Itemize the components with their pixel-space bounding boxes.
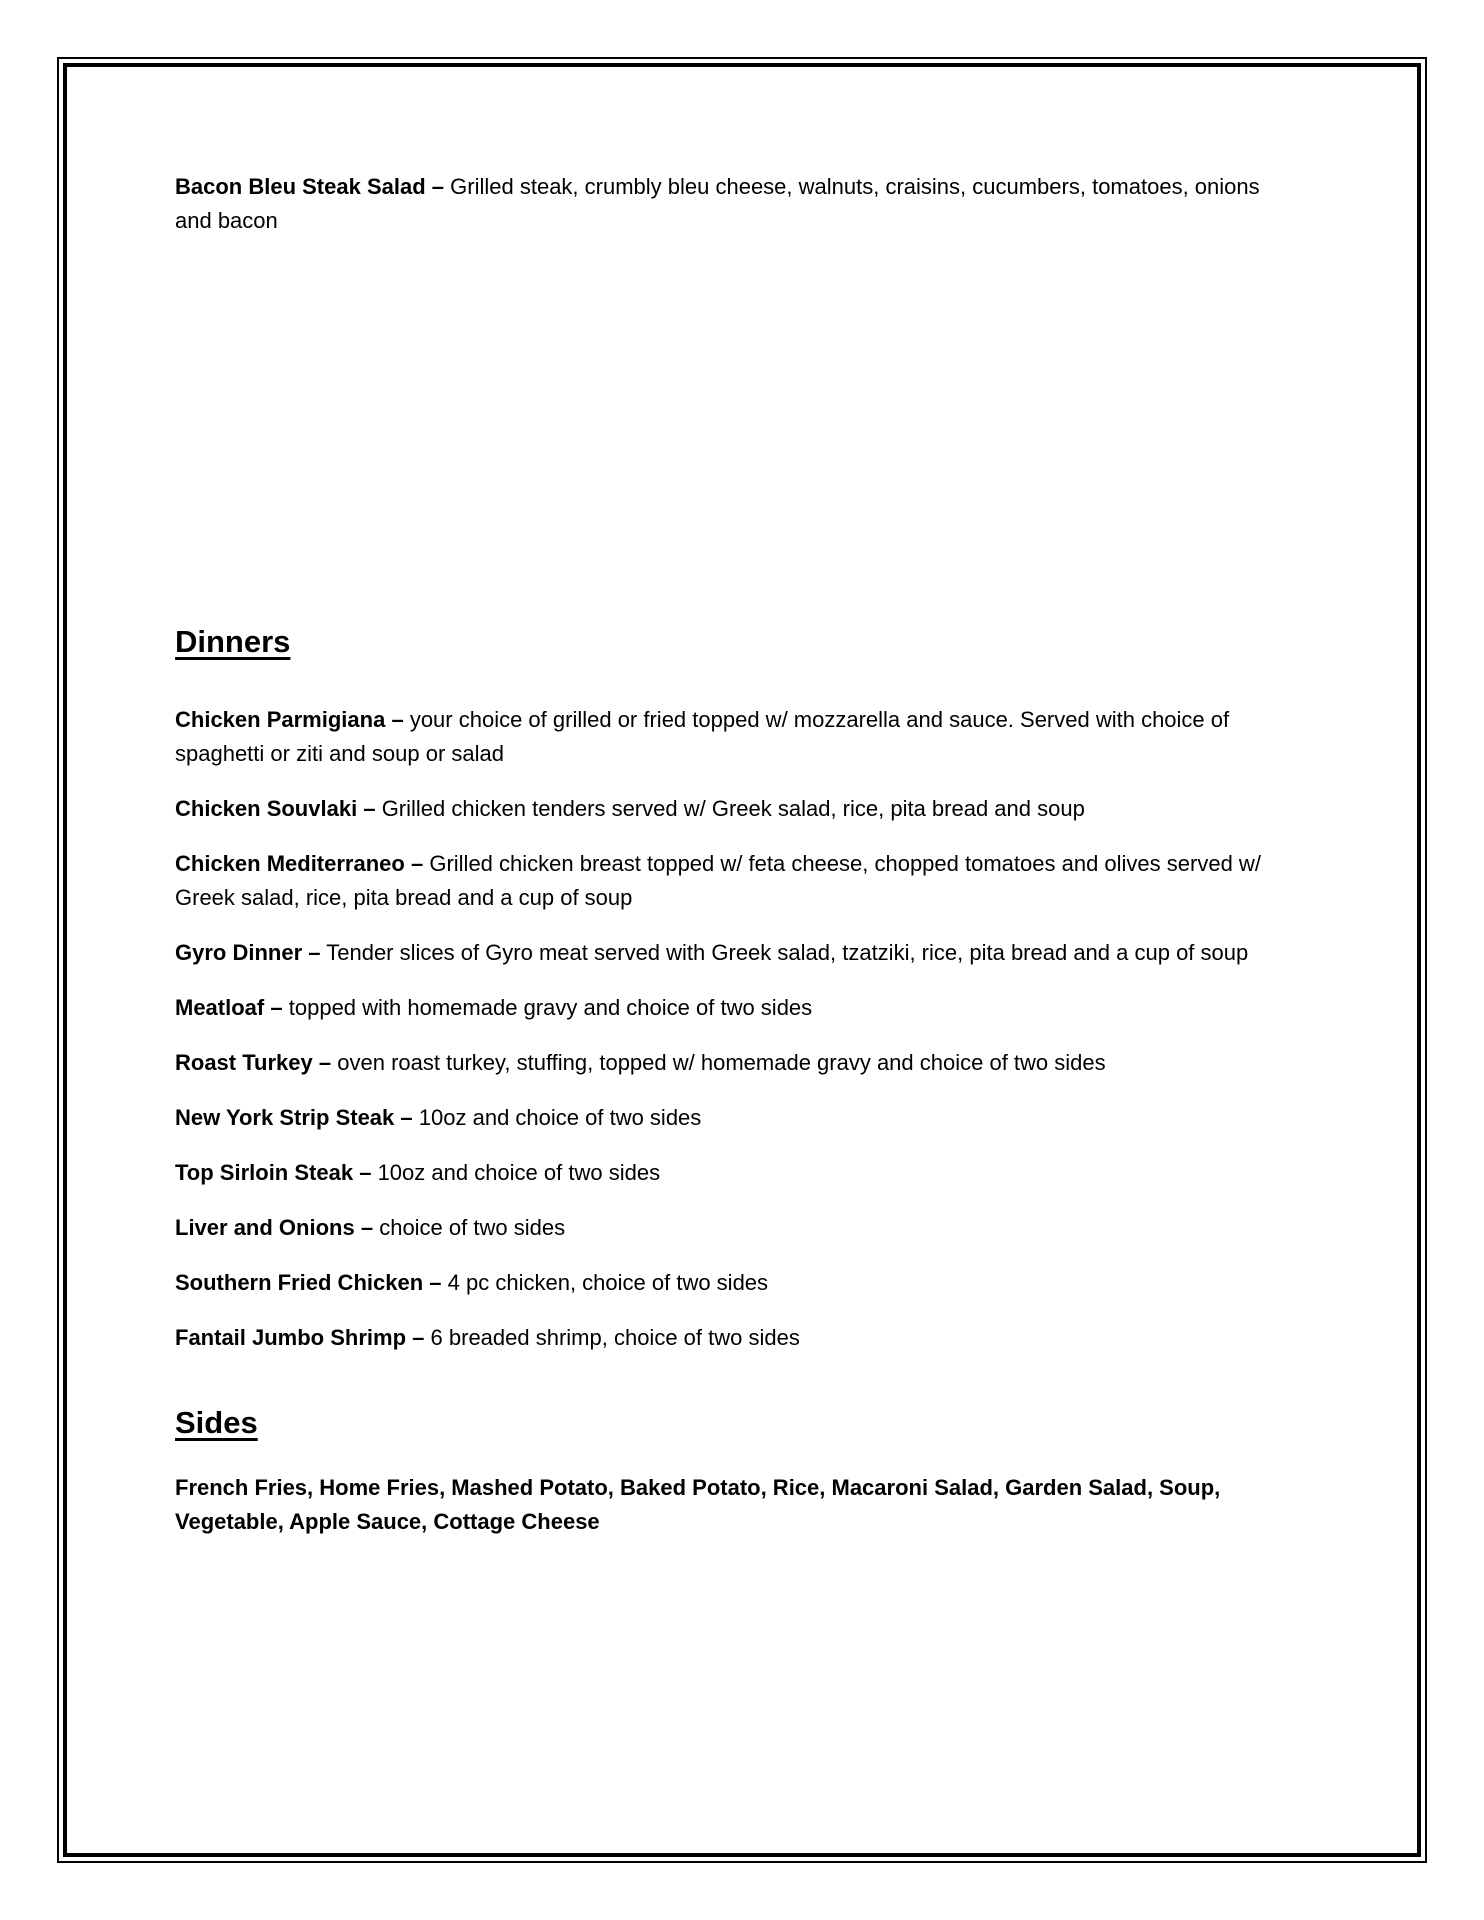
menu-item-desc: choice of two sides: [379, 1215, 566, 1240]
menu-item-liver-and-onions: [175, 1211, 1275, 1245]
menu-item-chicken-parmigiana: [175, 703, 1275, 771]
menu-item-fantail-jumbo-shrimp: [175, 1321, 1275, 1355]
dash-separator: –: [412, 1325, 425, 1350]
menu-item-name: Chicken Parmigiana: [175, 707, 386, 732]
menu-item-desc: oven roast turkey, stuffing, topped w/ homemade gravy and choice of two sides: [337, 1050, 1106, 1075]
menu-item-bacon-bleu-steak-salad: [175, 170, 1275, 238]
menu-item-desc: Grilled chicken tenders served w/ Greek salad, rice, pita bread and soup: [381, 796, 1085, 821]
blank-space: [175, 259, 1275, 619]
menu-item-name: Gyro Dinner: [175, 940, 303, 965]
menu-item-meatloaf: [175, 991, 1275, 1025]
dash-separator: –: [429, 1270, 442, 1295]
menu-item-chicken-souvlaki: [175, 792, 1275, 826]
dash-separator: –: [391, 707, 404, 732]
menu-item-desc: 4 pc chicken, choice of two sides: [447, 1270, 769, 1295]
menu-item-desc: Grilled chicken breast topped w/ feta cheese, chopped tomatoes and olives served w/ Greek salad, rice, pita bread and a cup of soup: [175, 851, 1261, 910]
menu-item-roast-turkey: [175, 1046, 1275, 1080]
sides-heading: Sides: [175, 1405, 258, 1440]
dash-separator: –: [359, 1160, 372, 1185]
menu-item-desc: your choice of grilled or fried topped w/ mozzarella and sauce. Served with choice of spaghetti or ziti and soup or salad: [175, 707, 1230, 766]
menu-item-southern-fried-chicken: [175, 1266, 1275, 1300]
menu-item-desc: Tender slices of Gyro meat served with Greek salad, tzatziki, rice, pita bread and a cup of soup: [326, 940, 1249, 965]
dash-separator: –: [400, 1105, 413, 1130]
dash-separator: –: [270, 995, 283, 1020]
menu-item-name: Meatloaf: [175, 995, 265, 1020]
menu-item-desc: 10oz and choice of two sides: [377, 1160, 661, 1185]
menu-item-desc: Grilled steak, crumbly bleu cheese, walnuts, craisins, cucumbers, tomatoes, onions and bacon: [175, 174, 1260, 233]
menu-item-name: Roast Turkey: [175, 1050, 313, 1075]
menu-item-desc: topped with homemade gravy and choice of two sides: [288, 995, 813, 1020]
menu-item-name: Liver and Onions: [175, 1215, 355, 1240]
menu-item-name: Southern Fried Chicken: [175, 1270, 424, 1295]
menu-item-top-sirloin-steak: [175, 1156, 1275, 1190]
sides-list: French Fries, Home Fries, Mashed Potato, Baked Potato, Rice, Macaroni Salad, Garden Salad, Soup, Vegetable, Apple Sauce, Cottage Cheese: [175, 1475, 1221, 1534]
menu-item-name: Top Sirloin Steak: [175, 1160, 354, 1185]
dash-separator: –: [318, 1050, 332, 1075]
dash-separator: –: [431, 174, 445, 199]
menu-item-desc: 10oz and choice of two sides: [418, 1105, 702, 1130]
dash-separator: –: [360, 1215, 374, 1240]
dash-separator: –: [308, 940, 321, 965]
menu-item-new-york-strip-steak: [175, 1101, 1275, 1135]
menu-item-desc: 6 breaded shrimp, choice of two sides: [430, 1325, 800, 1350]
menu-item-name: New York Strip Steak: [175, 1105, 395, 1130]
menu-item-chicken-mediterraneo: [175, 847, 1275, 915]
dinners-heading: Dinners: [175, 624, 291, 659]
menu-item-name: Chicken Souvlaki: [175, 796, 358, 821]
menu-item-gyro-dinner: [175, 936, 1275, 970]
menu-item-name: Bacon Bleu Steak Salad: [175, 174, 426, 199]
dash-separator: –: [363, 796, 376, 821]
dash-separator: –: [410, 851, 424, 876]
menu-item-name: Fantail Jumbo Shrimp: [175, 1325, 407, 1350]
menu-item-name: Chicken Mediterraneo: [175, 851, 405, 876]
